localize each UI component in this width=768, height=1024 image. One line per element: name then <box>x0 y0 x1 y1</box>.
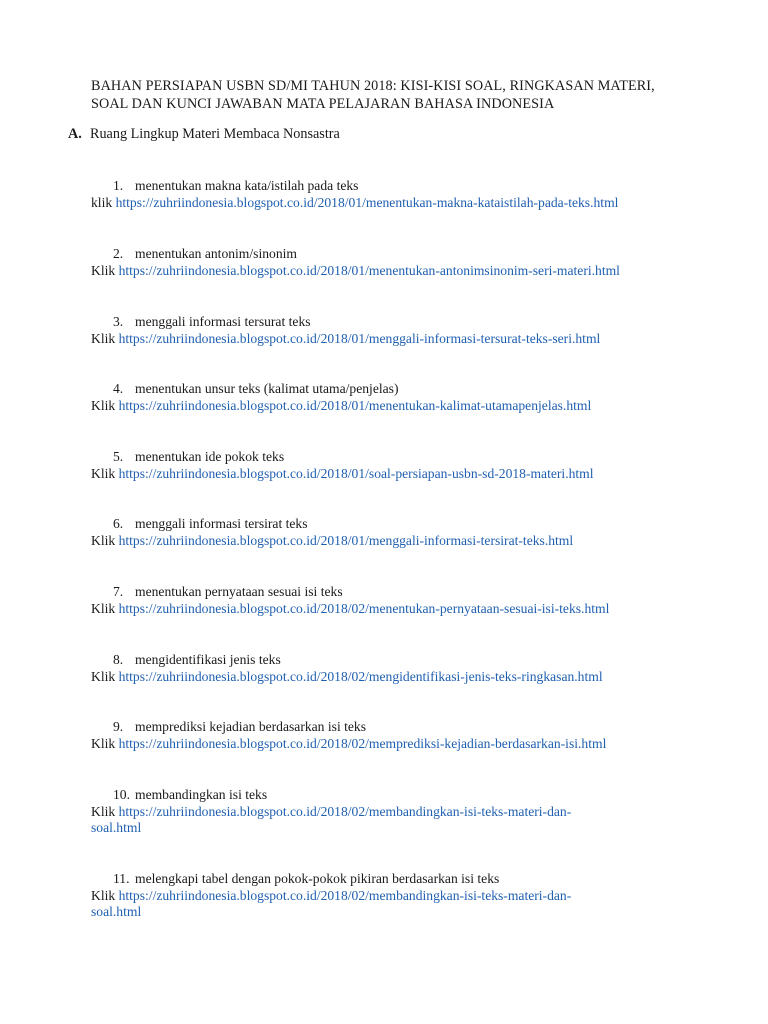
list-item <box>91 516 691 549</box>
klik-label: Klik <box>91 600 116 616</box>
list-item <box>91 449 691 482</box>
item-number: 5. <box>113 449 124 464</box>
item-text: melengkapi tabel dengan pokok-pokok pikiran berdasarkan isi teks <box>135 871 500 886</box>
klik-label: klik <box>91 194 113 210</box>
klik-label: Klik <box>91 330 116 346</box>
item-link[interactable]: https://zuhriindonesia.blogspot.co.id/2018/02/membandingkan-isi-teks-materi-dan- <box>118 803 572 819</box>
item-text: menggali informasi tersurat teks <box>135 314 311 329</box>
list-item <box>91 584 691 617</box>
item-link[interactable]: https://zuhriindonesia.blogspot.co.id/2018/02/memprediksi-kejadian-berdasarkan-isi.html <box>118 735 607 751</box>
item-number: 3. <box>113 314 124 329</box>
item-link[interactable]: https://zuhriindonesia.blogspot.co.id/2018/01/menggali-informasi-tersurat-teks-seri.html <box>118 330 601 346</box>
item-text: menentukan makna kata/istilah pada teks <box>135 178 359 193</box>
klik-label: Klik <box>91 532 116 548</box>
list-item <box>91 381 691 414</box>
item-link[interactable]: https://zuhriindonesia.blogspot.co.id/2018/02/menentukan-pernyataan-sesuai-isi-teks.html <box>118 600 610 616</box>
item-text: menggali informasi tersirat teks <box>135 516 308 531</box>
list-item <box>91 652 691 685</box>
section-heading <box>68 125 340 143</box>
item-number: 2. <box>113 246 124 261</box>
item-text: mengidentifikasi jenis teks <box>135 652 281 667</box>
klik-label: Klik <box>91 735 116 751</box>
item-number: 1. <box>113 178 124 193</box>
item-link[interactable]: https://zuhriindonesia.blogspot.co.id/2018/02/mengidentifikasi-jenis-teks-ringkasan.html <box>118 668 603 684</box>
item-link-continued[interactable]: soal.html <box>91 820 142 835</box>
item-number: 11. <box>113 871 130 886</box>
item-number: 10. <box>113 787 130 802</box>
document-title: BAHAN PERSIAPAN USBN SD/MI TAHUN 2018: KISI-KISI SOAL, RINGKASAN MATERI, SOAL DAN KUNCI JAWABAN MATA PELAJARAN BAHASA INDONESIA <box>91 78 655 112</box>
klik-label: Klik <box>91 465 116 481</box>
klik-label: Klik <box>91 397 116 413</box>
item-number: 7. <box>113 584 124 599</box>
item-text: menentukan unsur teks (kalimat utama/penjelas) <box>135 381 399 396</box>
item-text: memprediksi kejadian berdasarkan isi teks <box>135 719 367 734</box>
section-letter: A. <box>68 126 82 142</box>
item-link[interactable]: https://zuhriindonesia.blogspot.co.id/2018/01/menentukan-kalimat-utamapenjelas.html <box>118 397 592 413</box>
item-number: 8. <box>113 652 124 667</box>
klik-label: Klik <box>91 262 116 278</box>
klik-label: Klik <box>91 887 116 903</box>
item-link[interactable]: https://zuhriindonesia.blogspot.co.id/2018/01/menentukan-antonimsinonim-seri-materi.html <box>118 262 620 278</box>
list-item <box>91 719 691 752</box>
list-item <box>91 178 691 211</box>
klik-label: Klik <box>91 668 116 684</box>
list-item <box>91 246 691 279</box>
item-link[interactable]: https://zuhriindonesia.blogspot.co.id/2018/01/menggali-informasi-tersirat-teks.html <box>118 532 574 548</box>
list-item <box>91 787 691 837</box>
klik-label: Klik <box>91 803 116 819</box>
list-item <box>91 314 691 347</box>
item-text: menentukan pernyataan sesuai isi teks <box>135 584 343 599</box>
item-text: membandingkan isi teks <box>135 787 268 802</box>
list-item <box>91 871 691 921</box>
item-text: menentukan ide pokok teks <box>135 449 285 464</box>
item-link-continued[interactable]: soal.html <box>91 904 142 919</box>
item-number: 9. <box>113 719 124 734</box>
item-number: 6. <box>113 516 124 531</box>
item-link[interactable]: https://zuhriindonesia.blogspot.co.id/2018/01/menentukan-makna-kataistilah-pada-teks.html <box>115 194 619 210</box>
item-link[interactable]: https://zuhriindonesia.blogspot.co.id/2018/02/membandingkan-isi-teks-materi-dan- <box>118 887 572 903</box>
section-title: Ruang Lingkup Materi Membaca Nonsastra <box>90 126 340 142</box>
item-text: menentukan antonim/sinonim <box>135 246 297 261</box>
item-link[interactable]: https://zuhriindonesia.blogspot.co.id/2018/01/soal-persiapan-usbn-sd-2018-materi.html <box>118 465 594 481</box>
item-number: 4. <box>113 381 124 396</box>
